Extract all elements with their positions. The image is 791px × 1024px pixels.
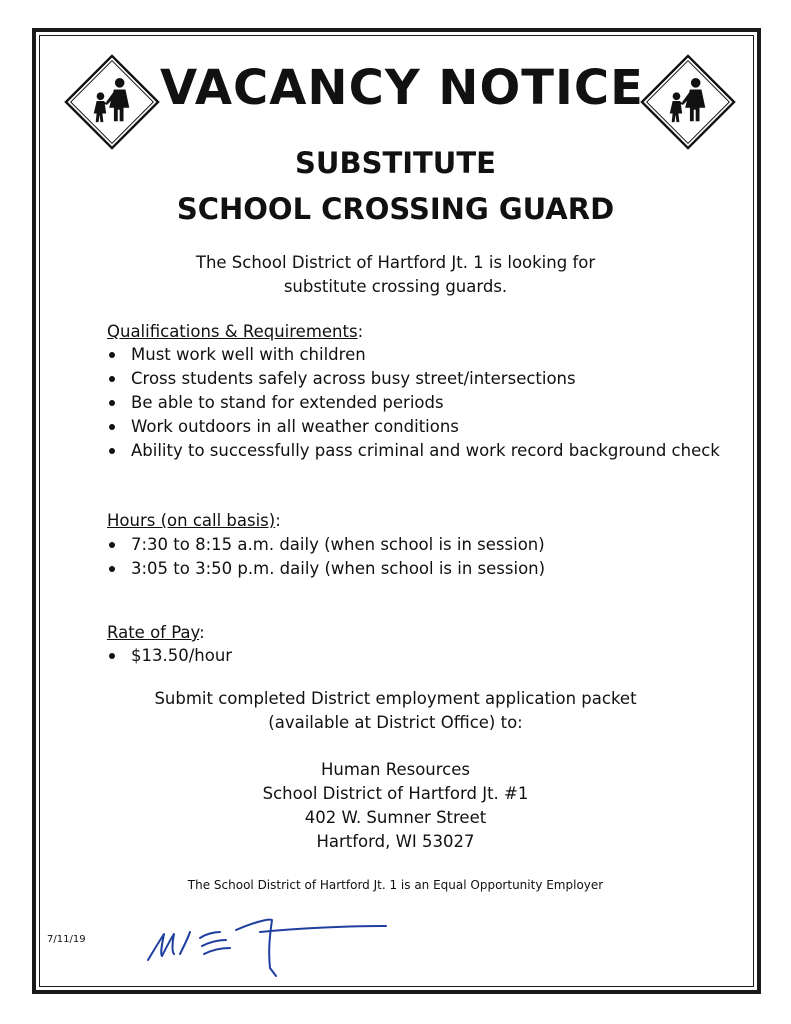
list-item: Must work well with children (107, 343, 720, 367)
heading-colon: : (357, 322, 364, 341)
school-crossing-sign-icon (64, 54, 160, 150)
submit-line-2: (available at District Office) to: (268, 713, 523, 732)
signature (140, 910, 400, 980)
position-title: SCHOOL CROSSING GUARD (176, 192, 615, 226)
intro-line-2: substitute crossing guards. (283, 277, 508, 296)
hours-heading (107, 510, 281, 532)
address-line-1: Human Resources (320, 760, 470, 779)
school-crossing-sign-icon (640, 54, 736, 150)
list-item: 7:30 to 8:15 a.m. daily (when school is in session) (107, 533, 545, 557)
position-subtitle: SUBSTITUTE (295, 146, 496, 180)
heading-colon: : (275, 511, 281, 530)
pay-heading (107, 622, 205, 644)
notice-title: VACANCY NOTICE (160, 60, 644, 116)
pay-heading-text: Rate of Pay (107, 623, 200, 642)
list-item: Work outdoors in all weather conditions (107, 415, 720, 439)
address-line-3: 402 W. Sumner Street (304, 808, 487, 827)
list-item: Be able to stand for extended periods (107, 391, 720, 415)
eeo-statement: The School District of Hartford Jt. 1 is an Equal Opportunity Employer (187, 878, 604, 892)
heading-colon: : (199, 623, 205, 642)
list-item: Ability to successfully pass criminal and work record background check (107, 439, 720, 463)
list-item: Cross students safely across busy street/intersections (107, 367, 720, 391)
list-item: 3:05 to 3:50 p.m. daily (when school is in session) (107, 557, 545, 581)
address-line-4: Hartford, WI 53027 (316, 832, 475, 851)
qualifications-heading-text: Qualifications & Requirements (107, 322, 358, 341)
hours-heading-text: Hours (on call basis) (107, 511, 276, 530)
pay-list (107, 644, 232, 668)
list-item: $13.50/hour (107, 644, 232, 668)
submit-line-1: Submit completed District employment application packet (154, 689, 637, 708)
intro-line-1: The School District of Hartford Jt. 1 is looking for (195, 253, 596, 272)
qualifications-heading (107, 321, 363, 343)
address-line-2: School District of Hartford Jt. #1 (262, 784, 529, 803)
date-stamp: 7/11/19 (47, 934, 86, 945)
qualifications-list (107, 343, 720, 463)
hours-list (107, 533, 545, 581)
